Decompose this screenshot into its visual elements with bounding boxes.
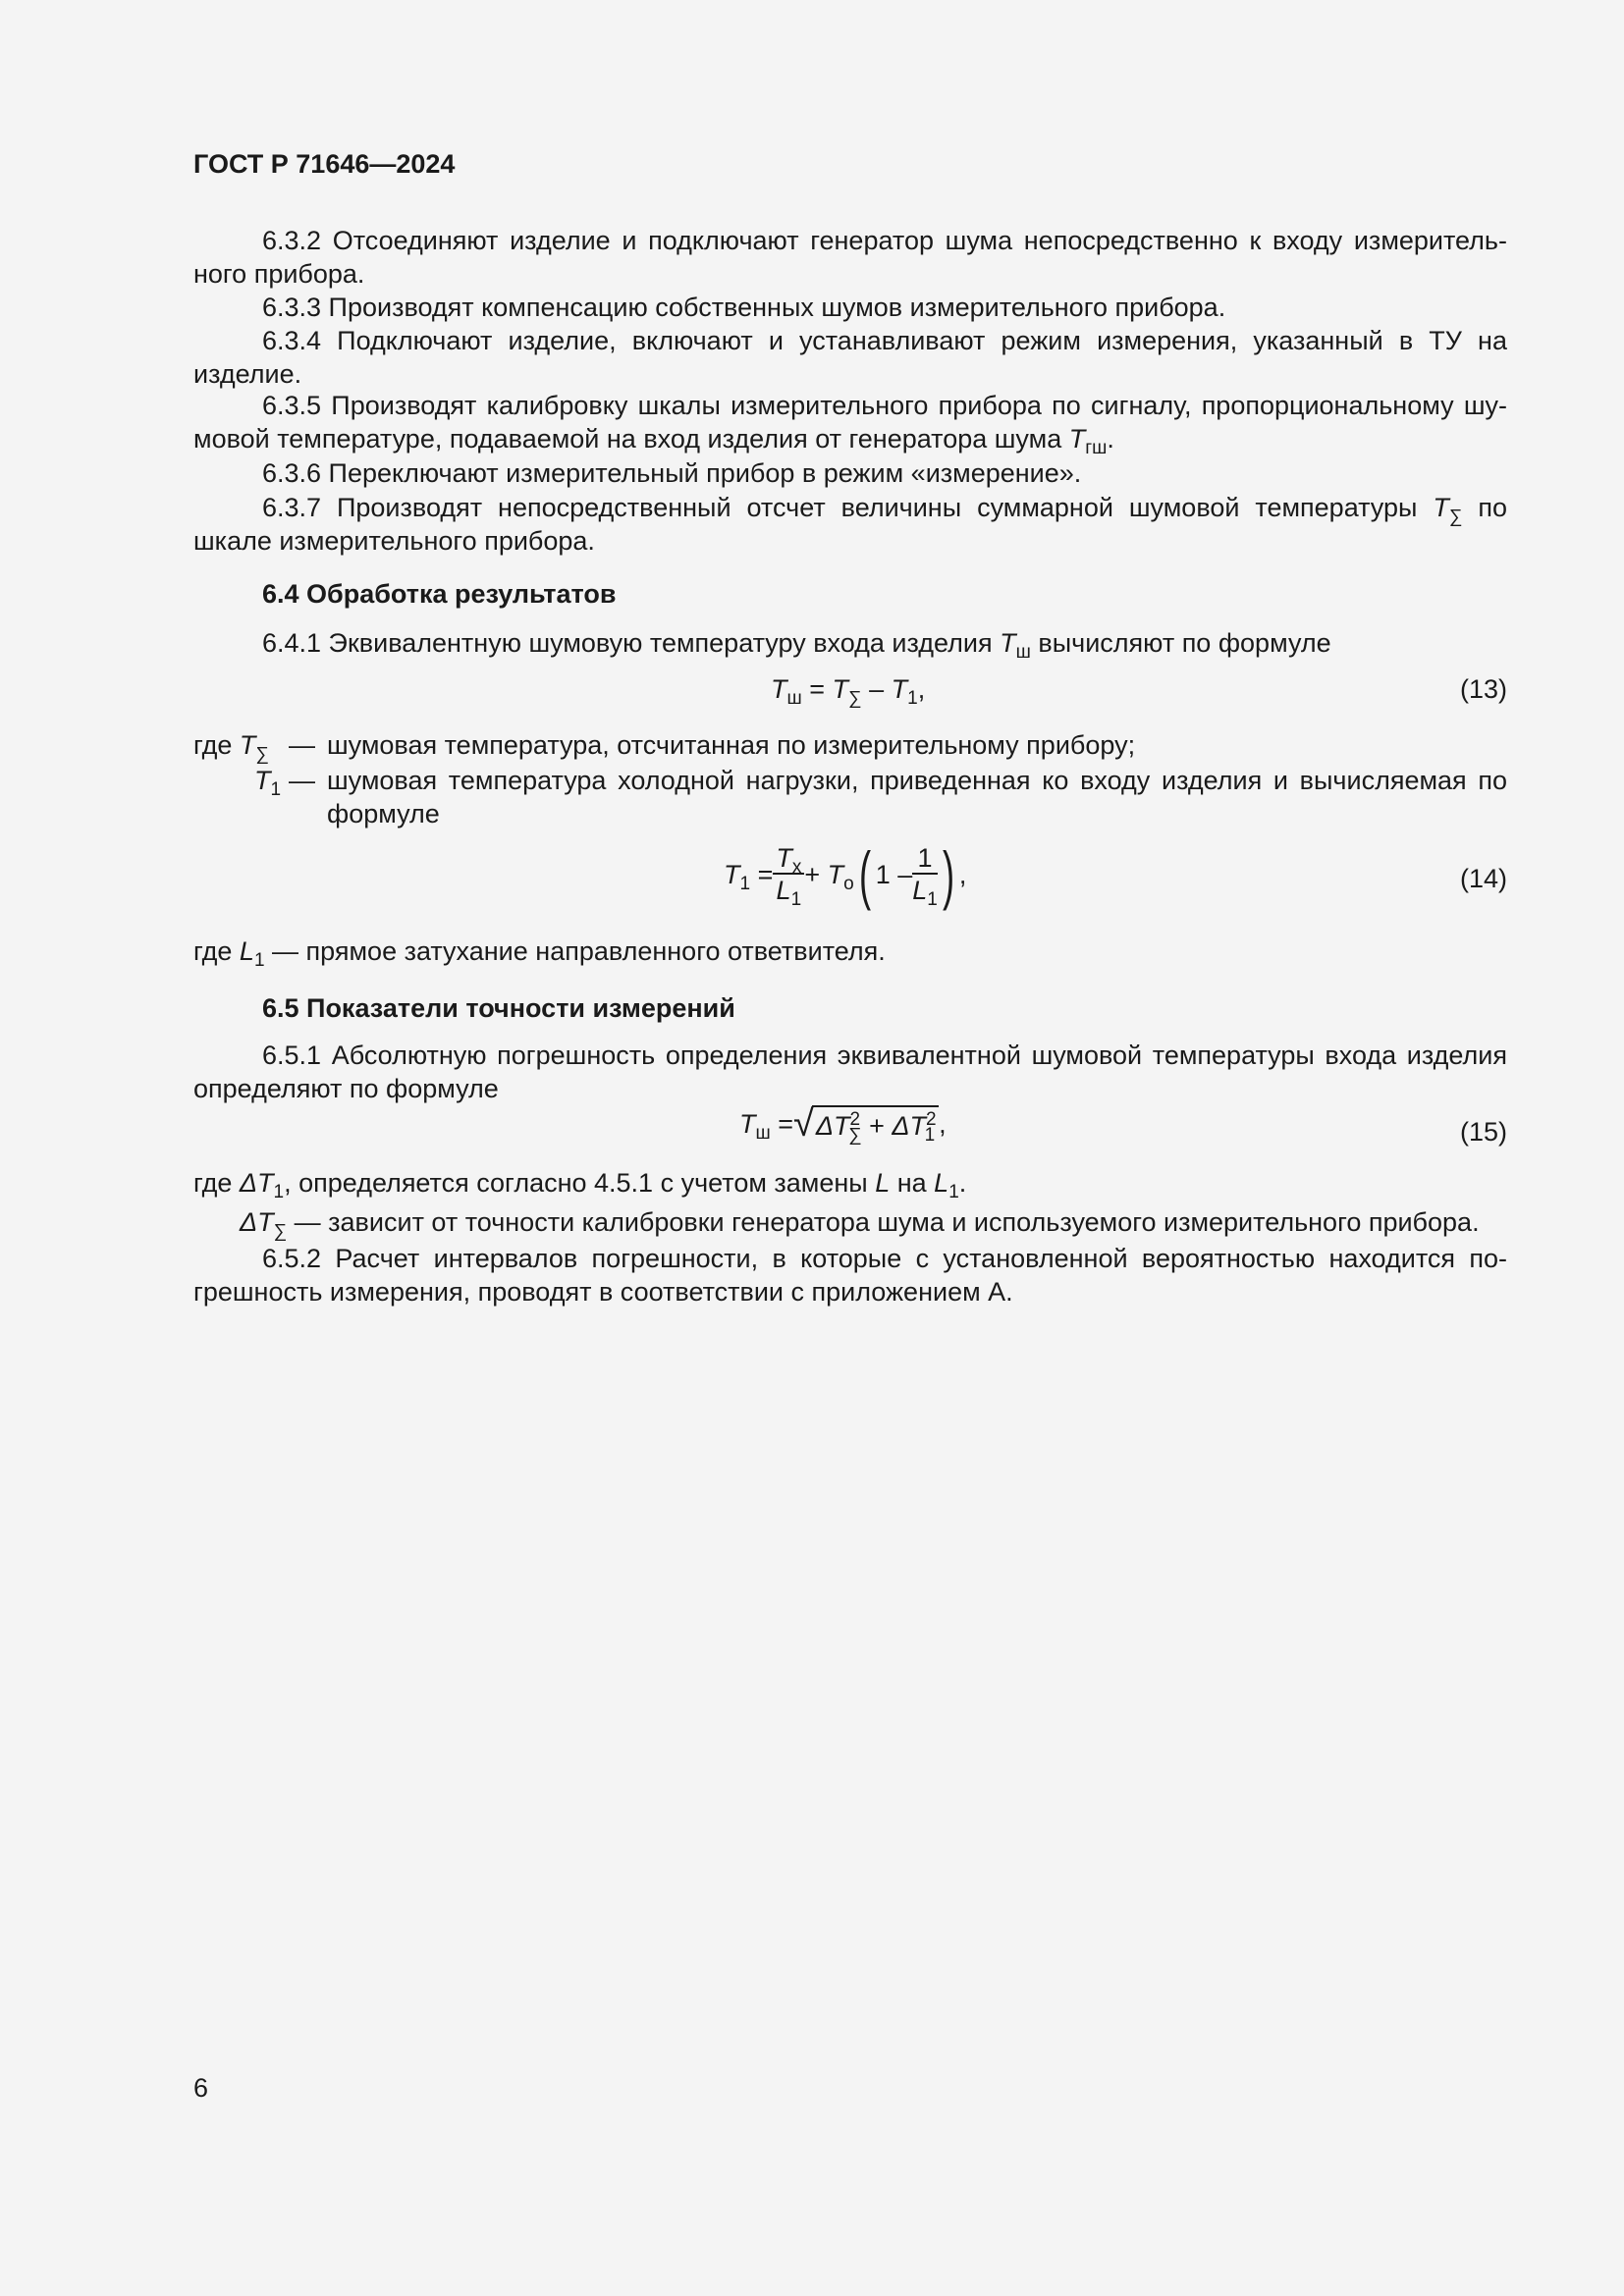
paragraph-6-5-1 bbox=[193, 1039, 1507, 1105]
symbol-t: T bbox=[1433, 493, 1449, 522]
equation-body: $T_ш =√\Delta T^2_\sum + \Delta T^2_1$ , bbox=[739, 1103, 947, 1146]
symbol-t: T bbox=[1000, 628, 1016, 658]
paragraph-line: 6.3.5 Производят калибровку шкалы измерительного прибора по сигналу, пропорциональному шу- bbox=[262, 391, 1507, 420]
where-definition: шумовая температура холодной нагрузки, приведенная ко входу изделия и вычисляемая по bbox=[327, 766, 1507, 795]
paragraph-line: шкале измерительного прибора. bbox=[193, 526, 595, 556]
paragraph-6-3-7 bbox=[193, 491, 1507, 558]
equation-number: (13) bbox=[1459, 674, 1507, 704]
where-block-15: где $\Delta T_1$, определяется согласно 4.5.1 с учетом замены L на $L_1$. bbox=[193, 1168, 967, 1202]
paragraph-line: 6.3.7 Производят непосредственный отсчет величины суммарной шумовой температуры $T_\sum$ по bbox=[262, 493, 1507, 527]
fraction: $\frac{T_x}{L_1}$ bbox=[773, 843, 804, 906]
subscript: ш bbox=[1015, 642, 1031, 663]
paragraph-line: 6.3.4 Подключают изделие, включают и устанавливают режим измерения, указанный в ТУ на bbox=[262, 326, 1507, 355]
page-number: 6 bbox=[193, 2073, 209, 2103]
paragraph-6-3-4 bbox=[193, 324, 1507, 391]
equation-14 bbox=[193, 838, 1507, 921]
left-paren: ( bbox=[858, 838, 871, 911]
paragraph-line: определяют по формуле bbox=[193, 1074, 499, 1103]
equation-15 bbox=[193, 1105, 1507, 1160]
equation-number: (14) bbox=[1459, 864, 1507, 893]
paragraph-6-3-3: 6.3.3 Производят компенсацию собственных шумов измерительного прибора. bbox=[262, 293, 1226, 322]
paragraph-line: грешность измерения, проводят в соответствии с приложением А. bbox=[193, 1277, 1013, 1307]
section-heading-6-4: 6.4 Обработка результатов bbox=[262, 579, 617, 609]
paragraph-line: 6.5.2 Расчет интервалов погрешности, в которые с установленной вероятностью находится по- bbox=[262, 1244, 1507, 1273]
equation-body: $T_1$ = $\frac{T_x}{L_1}$ + $T_o$( 1 – $\frac{1}{L_1}$ ) , bbox=[724, 838, 967, 911]
paragraph-6-3-5 bbox=[193, 389, 1507, 458]
paragraph-line: мовой температуре, подаваемой на вход изделия от генератора шума $T_{гш}$. bbox=[193, 424, 1114, 458]
paragraph-line: ного прибора. bbox=[193, 259, 365, 289]
sqrt-sign: √ bbox=[793, 1103, 814, 1145]
paragraph-line: 6.3.2 Отсоединяют изделие и подключают генератор шума непосредственно к входу измеритель- bbox=[262, 226, 1507, 255]
subscript: гш bbox=[1085, 438, 1108, 458]
where-block-13 bbox=[193, 728, 1507, 836]
section-heading-6-5: 6.5 Показатели точности измерений bbox=[262, 993, 735, 1023]
where-dash: — bbox=[289, 730, 315, 760]
where-dash: — bbox=[289, 766, 315, 795]
where-definition: шумовая температура, отсчитанная по измерительному прибору; bbox=[327, 730, 1136, 760]
symbol-t: T bbox=[1068, 424, 1086, 454]
paragraph-line: изделие. bbox=[193, 359, 302, 389]
paragraph-6-4-1: 6.4.1 Эквивалентную шумовую температуру входа изделия $T_ш$ вычисляют по формуле bbox=[262, 628, 1331, 663]
sqrt-body: $\Delta T^2_\sum + \Delta T^2_1$ bbox=[812, 1105, 939, 1143]
equation-body: $T_ш = T_\sum - T_1$, bbox=[771, 674, 926, 709]
equation-number: (15) bbox=[1459, 1117, 1507, 1147]
where-term-t-sum: где $T_\sum$ bbox=[193, 730, 269, 765]
subscript: ∑ bbox=[1448, 507, 1463, 527]
paragraph-6-3-2 bbox=[193, 224, 1507, 291]
paragraph-6-3-6: 6.3.6 Переключают измерительный прибор в режим «измерение». bbox=[262, 458, 1082, 488]
fraction: $\frac{1}{L_1}$ bbox=[912, 843, 938, 910]
paragraph-6-5-2 bbox=[193, 1242, 1507, 1308]
right-paren: ) bbox=[942, 838, 954, 911]
where-block-14: где $L_1$ — прямое затухание направленного ответвителя. bbox=[193, 936, 886, 971]
paragraph-line: 6.5.1 Абсолютную погрешность определения эквивалентной шумовой температуры входа изделия bbox=[262, 1041, 1507, 1070]
where-definition: формуле bbox=[327, 799, 440, 828]
where-term-t1: $T_1$ bbox=[254, 766, 282, 800]
document-header: ГОСТ Р 71646—2024 bbox=[193, 149, 456, 179]
where-block-15b: $\Delta T_\sum$ — зависит от точности калибровки генератора шума и используемого измерительного прибора. bbox=[240, 1207, 1480, 1242]
